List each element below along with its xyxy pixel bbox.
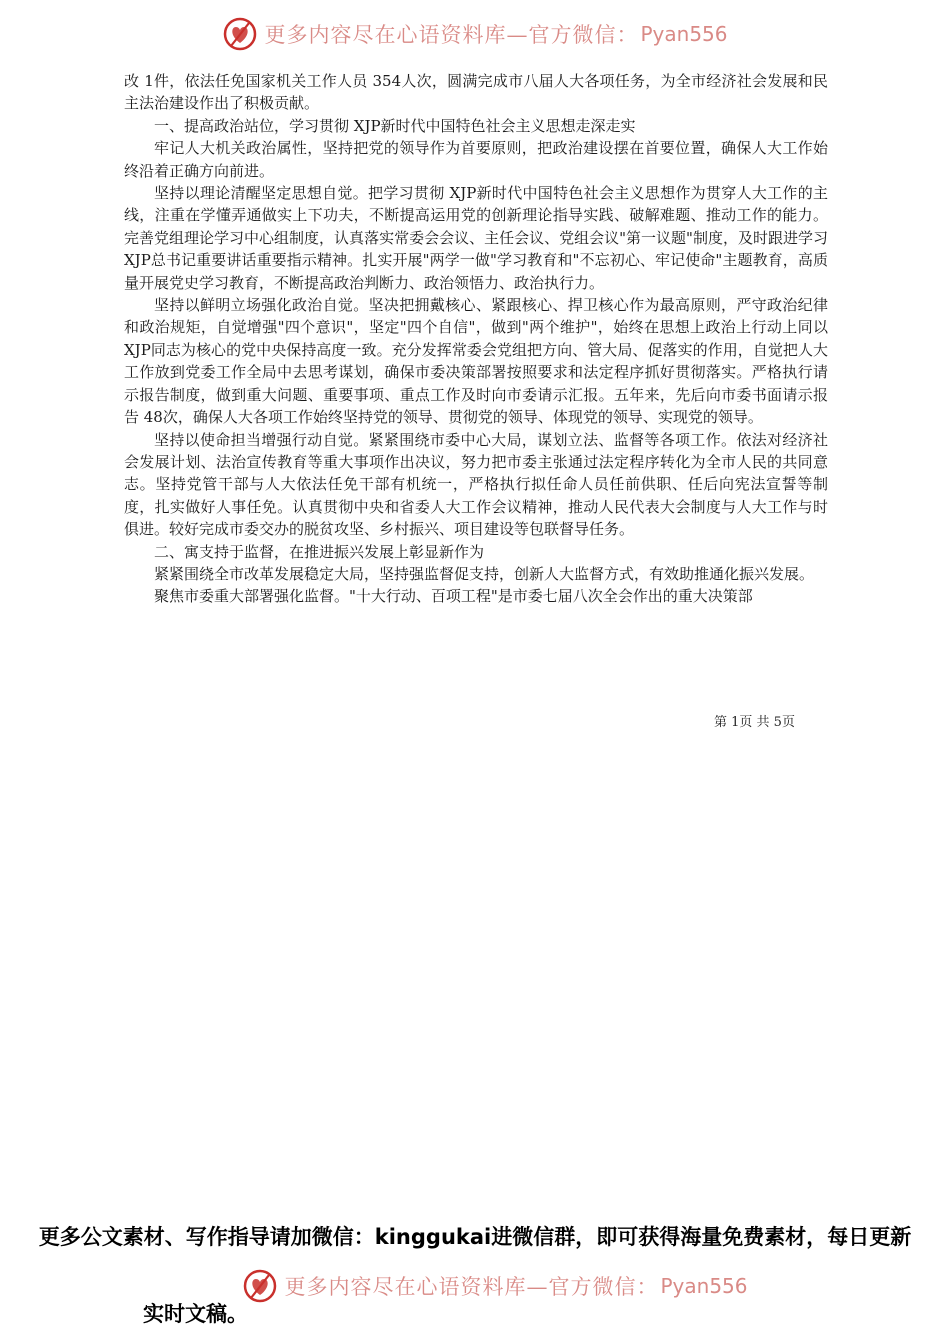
paragraph: 紧紧围绕全市改革发展稳定大局，坚持强监督促支持，创新人大监督方式，有效助推通化振兴发展。 <box>154 564 815 583</box>
promo-line: 更多公文素材、写作指导请加微信：kinggukai进微信群，即可获得海量免费素材，每日更新 <box>38 1225 912 1249</box>
paragraph: 牢记人大机关政治属性，坚持把党的领导作为首要原则，把政治建设摆在首要位置，确保人大工作始终沿着正确方向前进。 <box>124 139 828 180</box>
paragraph: 坚持以理论清醒坚定思想自觉。把学习贯彻 XJP新时代中国特色社会主义思想作为贯穿人大工作的主线，注重在学懂弄通做实上下功夫，不断提高运用党的创新理论指导实践、破解难题、推动工作的能力。完善党组理论学习中心组制度，认真落实常委会会议、主任会议、党组会议"第一议题"制度，及时跟进学习 XJP总书记重要讲话重要指示精神。扎实开展"两学一做"学习教育和"不忘初心、牢记使命"主题教育，高质量开展党史学习教育，不断提高政治判断力、政治领悟力、政治执行力。 <box>124 184 828 292</box>
page-number: 第 1页 共 5页 <box>714 715 795 730</box>
heart-pen-logo-icon <box>222 16 258 52</box>
paragraph: 坚持以鲜明立场强化政治自觉。坚决把拥戴核心、紧跟核心、捍卫核心作为最高原则，严守政治纪律和政治规矩，自觉增强"四个意识"，坚定"四个自信"，做到"两个维护"，始终在思想上政治上行动上同以 XJP同志为核心的党中央保持高度一致。充分发挥常委会党组把方向、管大局、促落实的作用，自觉把人大工作放到党委工作全局中去思考谋划，确保市委决策部署按照要求和法定程序抓好贯彻落实。严格执行请示报告制度，做到重大问题、重要事项、重点工作及时向市委请示汇报。五年来，先后向市委书面请示报告 48次，确保人大各项工作始终坚持党的领导、贯彻党的领导、体现党的领导、实现党的领导。 <box>124 296 828 427</box>
paragraph: 聚焦市委重大部署强化监督。"十大行动、百项工程"是市委七届八次全会作出的重大决策部 <box>154 587 753 606</box>
watermark-text: 更多内容尽在心语资料库—官方微信： <box>284 1275 659 1299</box>
section-heading-2: 二、寓支持于监督，在推进振兴发展上彰显新作为 <box>154 542 485 561</box>
paragraph: 坚持以使命担当增强行动自觉。紧紧围绕市委中心大局，谋划立法、监督等各项工作。依法对经济社会发展计划、法治宣传教育等重大事项作出决议，努力把市委主张通过法定程序转化为全市人民的共同意志。坚持党管干部与人大依法任免干部有机统一，严格执行拟任命人员任前供职、任后向宪法宣誓等制度，扎实做好人事任免。认真贯彻中央和省委人大工作会议精神，推动人民代表大会制度与人大工作与时俱进。较好完成市委交办的脱贫攻坚、乡村振兴、项目建设等包联督导任务。 <box>124 430 828 539</box>
watermark-id: Pyan556 <box>660 1274 748 1298</box>
promo-line-continued: 实时文稿。 <box>143 1302 248 1326</box>
section-heading-1: 一、提高政治站位，学习贯彻 XJP新时代中国特色社会主义思想走深走实 <box>154 116 636 135</box>
document-body <box>124 70 828 608</box>
paragraph: 改 1件，依法任免国家机关工作人员 354人次，圆满完成市八届人大各项任务，为全市经济社会发展和民主法治建设作出了积极贡献。 <box>124 72 828 113</box>
watermark-id: Pyan556 <box>640 22 728 46</box>
watermark-top <box>0 16 950 52</box>
watermark-text: 更多内容尽在心语资料库—官方微信： <box>264 23 639 47</box>
